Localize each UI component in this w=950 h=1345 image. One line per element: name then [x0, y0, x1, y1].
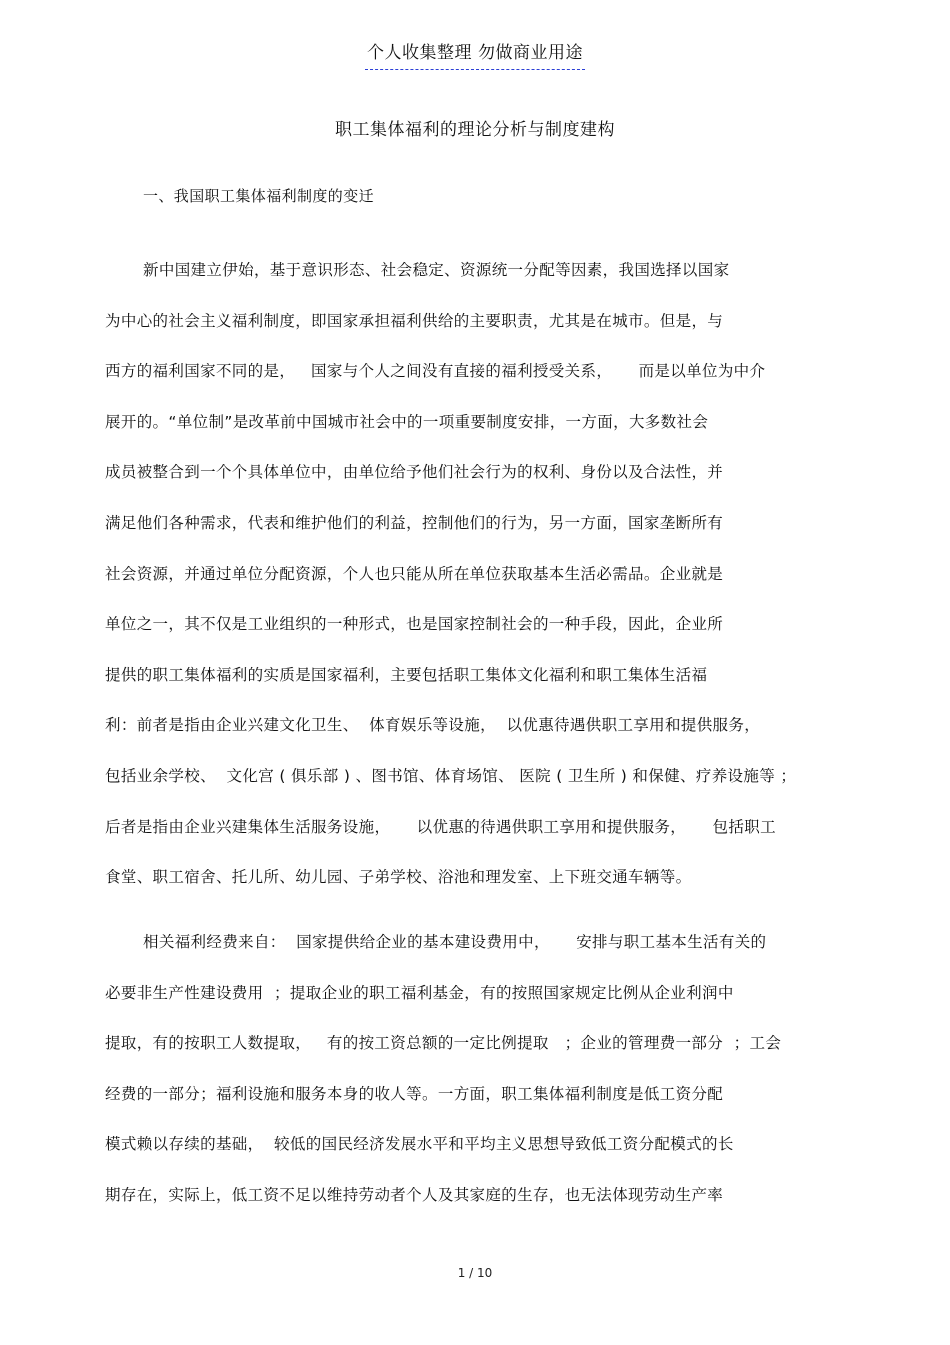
paragraph-line: 后者是指由企业兴建集体生活服务设施， 以优惠的待遇供职工享用和提供服务， 包括职工 — [105, 817, 776, 836]
paragraph-line: 模式赖以存续的基础， 较低的国民经济发展水平和平均主义思想导致低工资分配模式的长 — [105, 1135, 734, 1154]
paragraph-line: 食堂、职工宿舍、托儿所、幼儿园、子弟学校、浴池和理发室、上下班交通车辆等。 — [105, 868, 692, 887]
paragraph-line: 期存在，实际上，低工资不足以维持劳动者个人及其家庭的生存，也无法体现劳动生产率 — [105, 1185, 724, 1204]
paragraph-line: 为中心的社会主义福利制度，即国家承担福利供给的主要职责，尤其是在城市。但是，与 — [105, 311, 724, 330]
paragraph-line: 西方的福利国家不同的是， 国家与个人之间没有直接的福利授受关系， 而是以单位为中介 — [105, 362, 766, 381]
paragraph-line: 单位之一，其不仅是工业组织的一种形式，也是国家控制社会的一种手段，因此，企业所 — [105, 615, 724, 634]
paragraph-line: 社会资源，并通过单位分配资源，个人也只能从所在单位获取基本生活必需品。企业就是 — [105, 564, 724, 583]
paragraph-line: 展开的。“单位制”是改革前中国城市社会中的一项重要制度安排，一方面，大多数社会 — [105, 412, 709, 431]
page-number: 1 / 10 — [457, 1266, 493, 1280]
body-paragraph-2 — [105, 930, 845, 1234]
paragraph-line: 成员被整合到一个个具体单位中，由单位给予他们社会行为的权利、身份以及合法性，并 — [105, 463, 724, 482]
paragraph-line: 必要非生产性建设费用 ；提取企业的职工福利基金，有的按照国家规定比例从企业利润中 — [105, 983, 734, 1002]
paragraph-line: 包括业余学校、 文化宫 ( 俱乐部 ) 、图书馆、体育场馆、 医院 ( 卫生所 ) 和保健、疗养设施等 ； — [105, 766, 797, 785]
paragraph-line: 新中国建立伊始，基于意识形态、社会稳定、资源统一分配等因素，我国选择以国家 — [143, 261, 730, 279]
section-heading: 一、我国职工集体福利制度的变迁 — [143, 187, 375, 205]
document-title: 职工集体福利的理论分析与制度建构 — [335, 120, 615, 140]
header-watermark-text: 个人收集整理 勿做商业用途 — [365, 43, 585, 70]
paragraph-line: 利：前者是指由企业兴建文化卫生、 体育娱乐等设施， 以优惠待遇供职工享用和提供服务， — [105, 716, 761, 735]
paragraph-line: 提供的职工集体福利的实质是国家福利，主要包括职工集体文化福利和职工集体生活福 — [105, 665, 708, 684]
paragraph-line: 提取，有的按职工人数提取， 有的按工资总额的一定比例提取 ；企业的管理费一部分 ；工会 — [105, 1034, 782, 1053]
body-paragraph-1 — [105, 258, 845, 916]
page-header — [0, 38, 950, 63]
paragraph-line: 经费的一部分；福利设施和服务本身的收人等。一方面，职工集体福利制度是低工资分配 — [105, 1084, 724, 1103]
paragraph-line: 相关福利经费来自： 国家提供给企业的基本建设费用中， 安排与职工基本生活有关的 — [143, 933, 767, 951]
paragraph-line: 满足他们各种需求，代表和维护他们的利益，控制他们的行为，另一方面，国家垄断所有 — [105, 513, 724, 532]
